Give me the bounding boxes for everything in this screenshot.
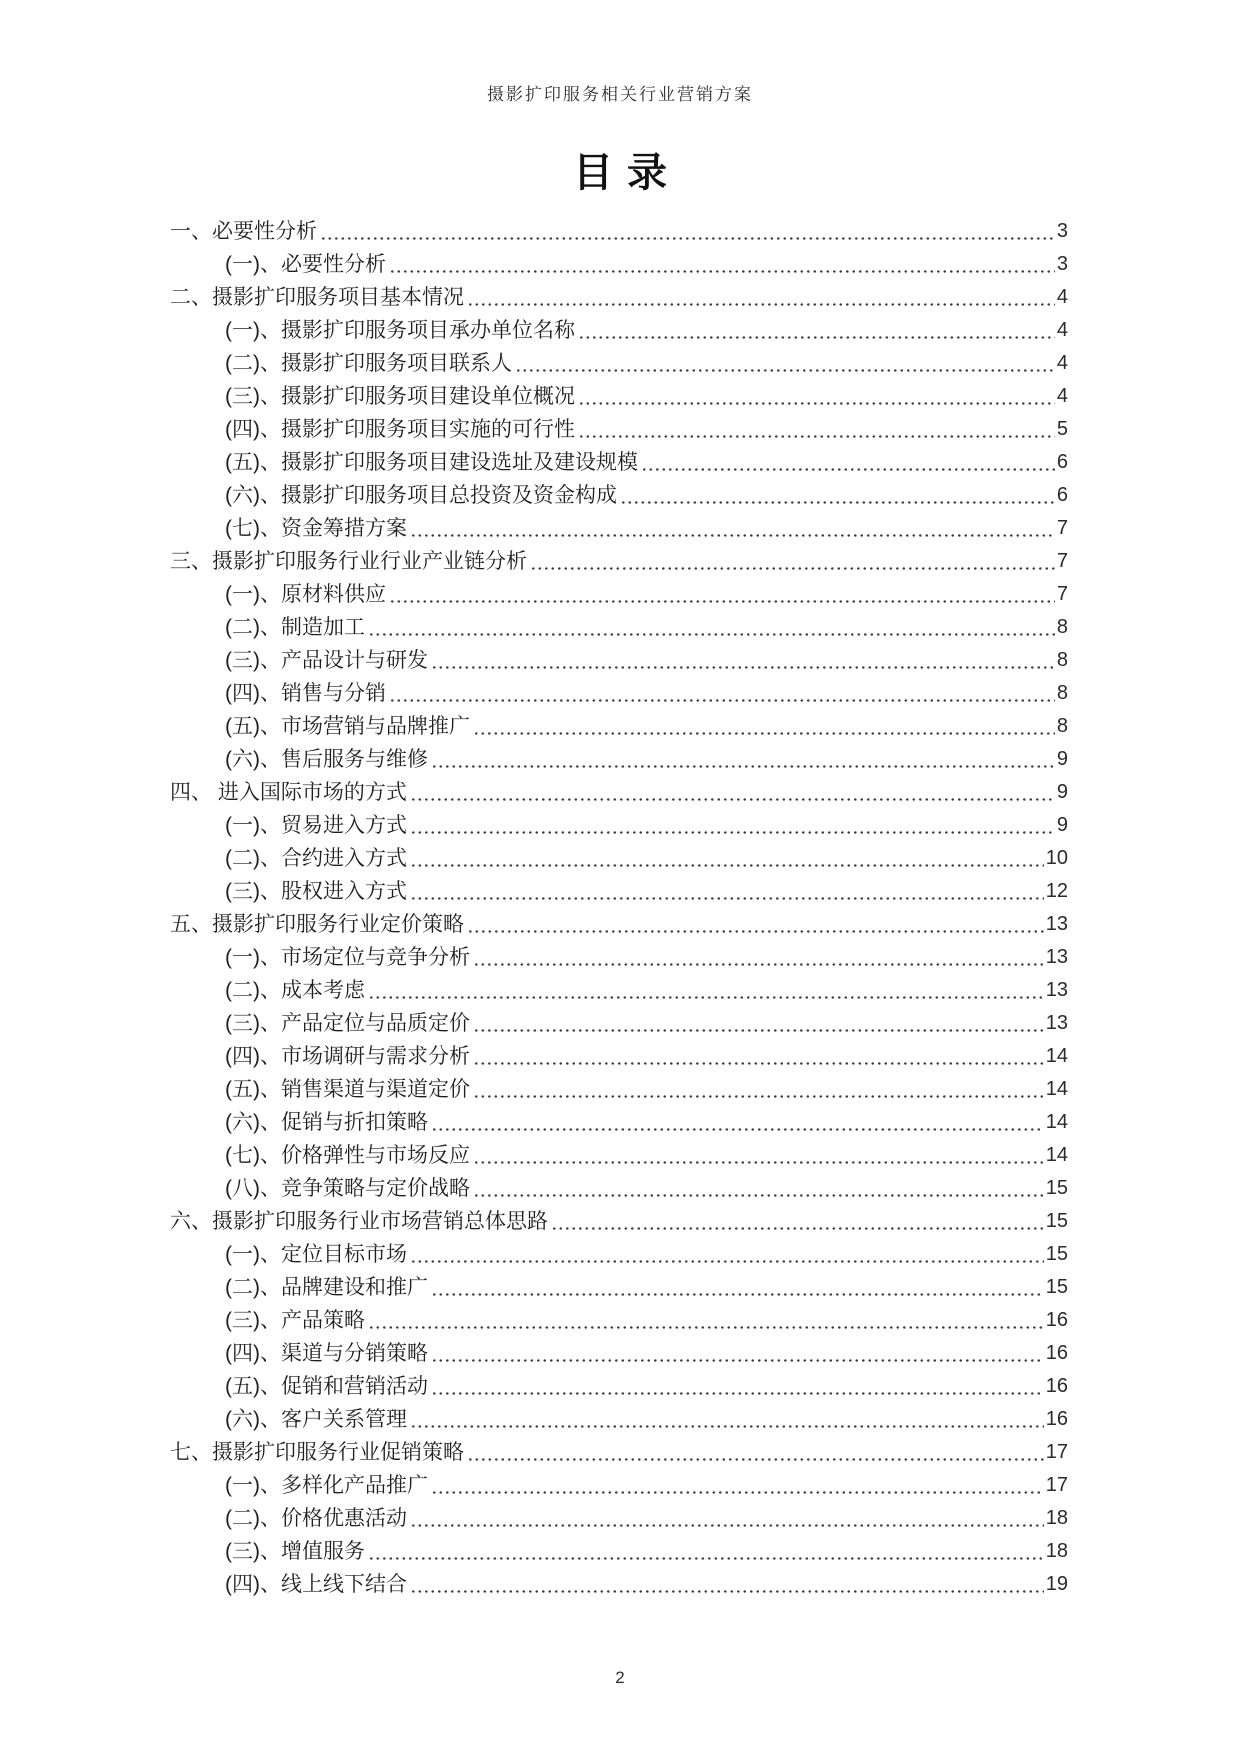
- toc-entry[interactable]: [170, 1499, 1068, 1532]
- toc-entry-page: 13: [1045, 1012, 1068, 1034]
- toc-entry[interactable]: [170, 839, 1068, 872]
- toc-entry-label: (一)、多样化产品推广: [225, 1474, 428, 1497]
- toc-entry-page: 13: [1045, 913, 1068, 935]
- toc-entry-label: 三、摄影扩印服务行业行业产业链分析: [170, 550, 527, 573]
- dot-leader: [433, 1128, 1044, 1131]
- dot-leader: [370, 1326, 1044, 1329]
- toc-entry-label: (三)、产品定位与品质定价: [225, 1012, 470, 1035]
- toc-entry[interactable]: [170, 1334, 1068, 1367]
- dot-leader: [370, 1557, 1044, 1560]
- toc-entry-page: 6: [1056, 451, 1068, 473]
- toc-list: [170, 212, 1068, 1598]
- toc-entry-label: (四)、摄影扩印服务项目实施的可行性: [225, 418, 575, 441]
- toc-entry[interactable]: [170, 1103, 1068, 1136]
- dot-leader: [475, 732, 1055, 735]
- toc-entry-label: (二)、成本考虑: [225, 979, 365, 1002]
- toc-entry[interactable]: [170, 278, 1068, 311]
- toc-entry-label: (六)、摄影扩印服务项目总投资及资金构成: [225, 484, 617, 507]
- toc-entry-label: 二、摄影扩印服务项目基本情况: [170, 286, 464, 309]
- toc-entry-label: 五、摄影扩印服务行业定价策略: [170, 913, 464, 936]
- dot-leader: [475, 1194, 1044, 1197]
- toc-entry-page: 4: [1056, 319, 1068, 341]
- toc-entry[interactable]: [170, 1532, 1068, 1565]
- toc-entry[interactable]: [170, 773, 1068, 806]
- dot-leader: [412, 831, 1055, 834]
- toc-entry-label: (五)、促销和营销活动: [225, 1375, 428, 1398]
- toc-entry[interactable]: [170, 1235, 1068, 1268]
- dot-leader: [391, 270, 1055, 273]
- toc-entry[interactable]: [170, 1466, 1068, 1499]
- toc-entry[interactable]: [170, 905, 1068, 938]
- dot-leader: [580, 336, 1055, 339]
- toc-entry-label: (二)、制造加工: [225, 616, 365, 639]
- dot-leader: [475, 1062, 1044, 1065]
- dot-leader: [412, 864, 1044, 867]
- page-number-footer: 2: [615, 1668, 625, 1687]
- dot-leader: [433, 1293, 1044, 1296]
- toc-entry-page: 14: [1045, 1078, 1068, 1100]
- toc-entry-page: 9: [1056, 781, 1068, 803]
- toc-entry[interactable]: [170, 1367, 1068, 1400]
- dot-leader: [433, 765, 1055, 768]
- dot-leader: [412, 1425, 1044, 1428]
- toc-entry-label: (七)、资金筹措方案: [225, 517, 407, 540]
- toc-entry[interactable]: [170, 740, 1068, 773]
- toc-entry[interactable]: [170, 542, 1068, 575]
- toc-entry-label: (四)、线上线下结合: [225, 1573, 407, 1596]
- toc-entry-label: (三)、增值服务: [225, 1540, 365, 1563]
- toc-entry-page: 12: [1045, 880, 1068, 902]
- toc-entry-label: (六)、促销与折扣策略: [225, 1111, 428, 1134]
- toc-entry-page: 8: [1056, 682, 1068, 704]
- toc-entry[interactable]: [170, 509, 1068, 542]
- toc-entry-label: (三)、产品设计与研发: [225, 649, 428, 672]
- toc-entry-label: (六)、售后服务与维修: [225, 748, 428, 771]
- toc-entry-label: (八)、竞争策略与定价战略: [225, 1177, 470, 1200]
- dot-leader: [517, 369, 1055, 372]
- toc-entry-page: 7: [1056, 583, 1068, 605]
- toc-entry[interactable]: [170, 1565, 1068, 1598]
- toc-entry-page: 13: [1045, 946, 1068, 968]
- toc-entry-page: 15: [1045, 1243, 1068, 1265]
- toc-title: 目录: [573, 150, 681, 195]
- toc-entry-page: 4: [1056, 352, 1068, 374]
- dot-leader: [553, 1227, 1044, 1230]
- toc-entry-label: (五)、市场营销与品牌推广: [225, 715, 470, 738]
- dot-leader: [580, 402, 1055, 405]
- dot-leader: [412, 534, 1055, 537]
- dot-leader: [370, 996, 1044, 999]
- dot-leader: [469, 303, 1055, 306]
- dot-leader: [433, 1392, 1044, 1395]
- toc-entry[interactable]: [170, 641, 1068, 674]
- dot-leader: [412, 1524, 1044, 1527]
- toc-entry-page: 7: [1056, 517, 1068, 539]
- toc-entry-page: 17: [1045, 1474, 1068, 1496]
- document-header-title: 摄影扩印服务相关行业营销方案: [487, 85, 753, 104]
- dot-leader: [622, 501, 1055, 504]
- toc-entry[interactable]: [170, 1004, 1068, 1037]
- toc-entry[interactable]: [170, 1037, 1068, 1070]
- toc-entry-label: (一)、市场定位与竞争分析: [225, 946, 470, 969]
- toc-entry-label: (一)、摄影扩印服务项目承办单位名称: [225, 319, 575, 342]
- toc-entry-page: 3: [1056, 253, 1068, 275]
- toc-entry-page: 14: [1045, 1111, 1068, 1133]
- dot-leader: [475, 1029, 1044, 1032]
- dot-leader: [433, 1359, 1044, 1362]
- dot-leader: [412, 798, 1055, 801]
- toc-entry-label: (二)、合约进入方式: [225, 847, 407, 870]
- dot-leader: [580, 435, 1055, 438]
- dot-leader: [532, 567, 1055, 570]
- toc-entry-label: (三)、产品策略: [225, 1309, 365, 1332]
- toc-entry[interactable]: [170, 410, 1068, 443]
- toc-entry-label: (四)、渠道与分销策略: [225, 1342, 428, 1365]
- dot-leader: [475, 1161, 1044, 1164]
- toc-entry-label: (三)、摄影扩印服务项目建设单位概况: [225, 385, 575, 408]
- dot-leader: [433, 1491, 1044, 1494]
- toc-entry-page: 15: [1045, 1276, 1068, 1298]
- toc-entry[interactable]: [170, 938, 1068, 971]
- toc-entry-page: 16: [1045, 1375, 1068, 1397]
- toc-entry-page: 8: [1056, 715, 1068, 737]
- toc-entry[interactable]: [170, 1268, 1068, 1301]
- toc-entry-page: 6: [1056, 484, 1068, 506]
- dot-leader: [433, 666, 1055, 669]
- dot-leader: [469, 1458, 1044, 1461]
- toc-entry-label: 四、 进入国际市场的方式: [170, 781, 407, 804]
- toc-entry[interactable]: [170, 311, 1068, 344]
- toc-entry-page: 4: [1056, 286, 1068, 308]
- toc-entry-page: 16: [1045, 1309, 1068, 1331]
- toc-entry[interactable]: [170, 344, 1068, 377]
- toc-entry[interactable]: [170, 707, 1068, 740]
- toc-entry[interactable]: [170, 1400, 1068, 1433]
- toc-entry-page: 3: [1056, 220, 1068, 242]
- toc-entry-label: 七、摄影扩印服务行业促销策略: [170, 1441, 464, 1464]
- dot-leader: [475, 1095, 1044, 1098]
- toc-entry-page: 16: [1045, 1408, 1068, 1430]
- toc-entry[interactable]: [170, 575, 1068, 608]
- toc-entry-label: (五)、销售渠道与渠道定价: [225, 1078, 470, 1101]
- toc-entry[interactable]: [170, 1169, 1068, 1202]
- toc-entry-label: (一)、必要性分析: [225, 253, 386, 276]
- toc-entry-label: 一、必要性分析: [170, 220, 317, 243]
- toc-entry[interactable]: [170, 212, 1068, 245]
- toc-entry-page: 5: [1056, 418, 1068, 440]
- toc-entry-label: (二)、摄影扩印服务项目联系人: [225, 352, 512, 375]
- toc-entry[interactable]: [170, 1202, 1068, 1235]
- toc-entry-page: 14: [1045, 1045, 1068, 1067]
- toc-entry-label: (一)、定位目标市场: [225, 1243, 407, 1266]
- toc-entry-label: (六)、客户关系管理: [225, 1408, 407, 1431]
- toc-entry-page: 13: [1045, 979, 1068, 1001]
- dot-leader: [412, 897, 1044, 900]
- toc-entry-label: (一)、原材料供应: [225, 583, 386, 606]
- toc-entry-page: 14: [1045, 1144, 1068, 1166]
- toc-entry[interactable]: [170, 377, 1068, 410]
- toc-entry-page: 17: [1045, 1441, 1068, 1463]
- toc-entry[interactable]: [170, 1070, 1068, 1103]
- toc-entry[interactable]: [170, 1301, 1068, 1334]
- dot-leader: [412, 1590, 1044, 1593]
- toc-entry[interactable]: [170, 476, 1068, 509]
- toc-entry-page: 9: [1056, 748, 1068, 770]
- toc-entry-label: 六、摄影扩印服务行业市场营销总体思路: [170, 1210, 548, 1233]
- toc-entry[interactable]: [170, 443, 1068, 476]
- toc-entry-page: 8: [1056, 649, 1068, 671]
- toc-entry-page: 8: [1056, 616, 1068, 638]
- dot-leader: [391, 600, 1055, 603]
- toc-entry-page: 15: [1045, 1210, 1068, 1232]
- dot-leader: [469, 930, 1044, 933]
- toc-entry-page: 4: [1056, 385, 1068, 407]
- toc-entry-page: 18: [1045, 1507, 1068, 1529]
- toc-entry[interactable]: [170, 608, 1068, 641]
- toc-entry-label: (一)、贸易进入方式: [225, 814, 407, 837]
- toc-entry-label: (四)、销售与分销: [225, 682, 386, 705]
- dot-leader: [643, 468, 1055, 471]
- dot-leader: [412, 1260, 1044, 1263]
- toc-entry-page: 18: [1045, 1540, 1068, 1562]
- dot-leader: [475, 963, 1044, 966]
- toc-entry-page: 10: [1045, 847, 1068, 869]
- dot-leader: [391, 699, 1055, 702]
- toc-entry-label: (五)、摄影扩印服务项目建设选址及建设规模: [225, 451, 638, 474]
- toc-entry-page: 9: [1056, 814, 1068, 836]
- toc-entry-page: 7: [1056, 550, 1068, 572]
- toc-entry-page: 19: [1045, 1573, 1068, 1595]
- toc-entry[interactable]: [170, 806, 1068, 839]
- dot-leader: [370, 633, 1055, 636]
- dot-leader: [322, 237, 1055, 240]
- toc-entry[interactable]: [170, 872, 1068, 905]
- toc-entry[interactable]: [170, 674, 1068, 707]
- toc-entry-label: (四)、市场调研与需求分析: [225, 1045, 470, 1068]
- toc-entry[interactable]: [170, 971, 1068, 1004]
- toc-entry-label: (三)、股权进入方式: [225, 880, 407, 903]
- toc-entry-page: 15: [1045, 1177, 1068, 1199]
- toc-entry[interactable]: [170, 245, 1068, 278]
- toc-entry-page: 16: [1045, 1342, 1068, 1364]
- toc-entry-label: (七)、价格弹性与市场反应: [225, 1144, 470, 1167]
- toc-entry[interactable]: [170, 1136, 1068, 1169]
- toc-entry[interactable]: [170, 1433, 1068, 1466]
- toc-entry-label: (二)、品牌建设和推广: [225, 1276, 428, 1299]
- toc-entry-label: (二)、价格优惠活动: [225, 1507, 407, 1530]
